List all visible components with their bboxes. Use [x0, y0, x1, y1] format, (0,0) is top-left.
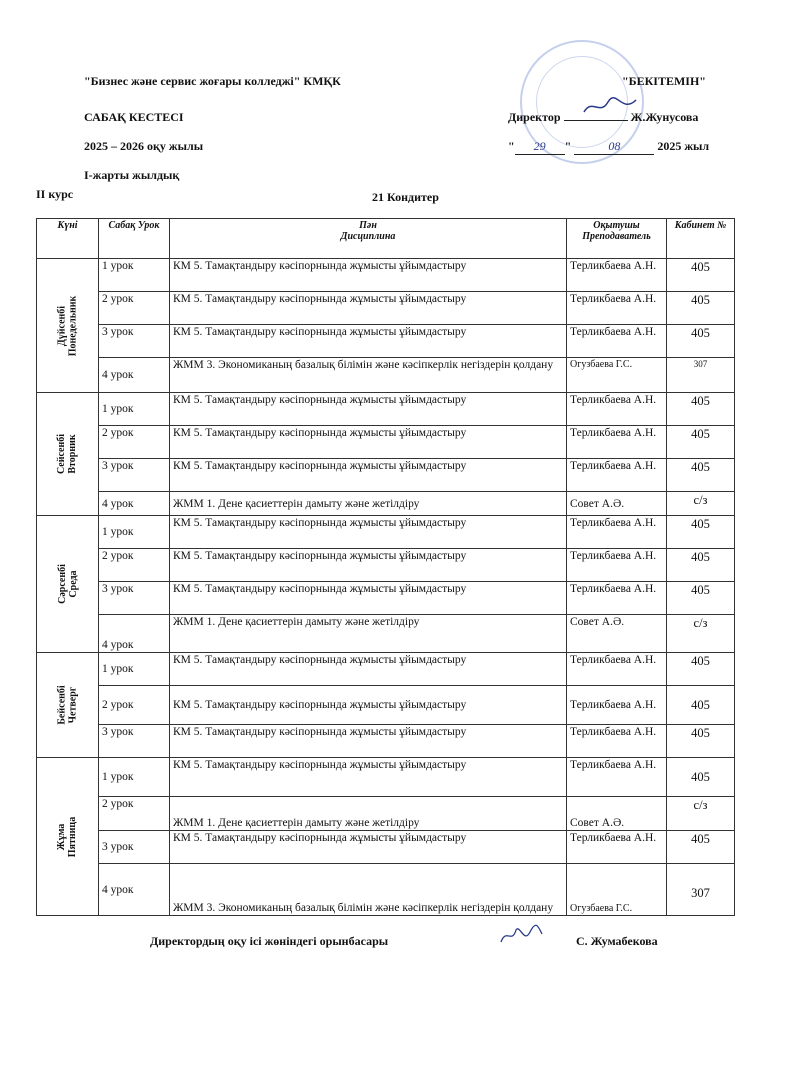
- cabinet: 405: [667, 653, 735, 686]
- cabinet: 405: [667, 459, 735, 492]
- table-row: [37, 615, 735, 653]
- lesson-number: 1 урок: [99, 653, 170, 686]
- subject: ЖММ 1. Дене қасиеттерін дамыту және жетілдіру: [170, 615, 567, 653]
- col-day: Күні: [37, 219, 99, 259]
- subject: КМ 5. Тамақтандыру кәсіпорнында жұмысты ұйымдастыру: [170, 758, 567, 797]
- subject: ЖММ 3. Экономиканың базалық білімін және кәсіпкерлік негіздерін қолдану: [170, 358, 567, 393]
- cabinet: 405: [667, 758, 735, 797]
- schedule-title: САБАҚ КЕСТЕСІ: [84, 110, 184, 124]
- cabinet: 405: [667, 686, 735, 725]
- director-label: Директор: [508, 110, 561, 124]
- table-row: [37, 831, 735, 864]
- table-row: [37, 459, 735, 492]
- teacher: Терликбаева А.Н.: [567, 393, 667, 426]
- day-friday: Жұма Пятница: [37, 758, 99, 916]
- cabinet: 405: [667, 393, 735, 426]
- col-teacher-kz: Оқытушы: [593, 220, 640, 231]
- lesson-number: 2 урок: [99, 797, 170, 831]
- teacher: Терликбаева А.Н.: [567, 831, 667, 864]
- cabinet: 405: [667, 292, 735, 325]
- table-row: [37, 549, 735, 582]
- subject: КМ 5. Тамақтандыру кәсіпорнында жұмысты ұйымдастыру: [170, 325, 567, 358]
- academic-year: 2025 – 2026 оқу жылы: [84, 139, 204, 153]
- date-day: 29: [515, 139, 565, 155]
- cabinet: 307: [667, 864, 735, 916]
- table-row: [37, 653, 735, 686]
- lesson-number: 4 урок: [99, 492, 170, 516]
- lesson-number: 4 урок: [99, 864, 170, 916]
- subject: КМ 5. Тамақтандыру кәсіпорнында жұмысты ұйымдастыру: [170, 686, 567, 725]
- cabinet: 405: [667, 259, 735, 292]
- lesson-number: 3 урок: [99, 831, 170, 864]
- semester: І-жарты жылдық: [84, 168, 180, 182]
- table-row: [37, 358, 735, 393]
- lesson-number: 3 урок: [99, 459, 170, 492]
- cabinet: с/з: [667, 615, 735, 653]
- subject: КМ 5. Тамақтандыру кәсіпорнында жұмысты ұйымдастыру: [170, 725, 567, 758]
- day-wednesday: Сәрсенбі Среда: [37, 516, 99, 653]
- cabinet: с/з: [667, 492, 735, 516]
- col-teacher-ru: Преподаватель: [582, 231, 651, 242]
- table-row: [37, 259, 735, 292]
- cabinet: 405: [667, 549, 735, 582]
- subject: КМ 5. Тамақтандыру кәсіпорнында жұмысты ұйымдастыру: [170, 292, 567, 325]
- teacher: Совет А.Ә.: [567, 492, 667, 516]
- group-name: 21 Кондитер: [372, 190, 439, 204]
- deputy-name: С. Жумабекова: [576, 934, 658, 948]
- subject: ЖММ 1. Дене қасиеттерін дамыту және жетілдіру: [170, 797, 567, 831]
- table-row: [37, 758, 735, 797]
- table-row: [37, 686, 735, 725]
- table-row: [37, 292, 735, 325]
- cabinet: 405: [667, 426, 735, 459]
- lesson-number: 1 урок: [99, 758, 170, 797]
- teacher: Терликбаева А.Н.: [567, 516, 667, 549]
- col-subject-kz: Пән: [359, 220, 377, 231]
- course: II курс: [36, 187, 74, 201]
- col-subject-ru: Дисциплина: [340, 231, 396, 242]
- teacher: Терликбаева А.Н.: [567, 653, 667, 686]
- cabinet: 405: [667, 582, 735, 615]
- teacher: Совет А.Ә.: [567, 797, 667, 831]
- col-lesson: Сабақ Урок: [99, 219, 170, 259]
- subject: КМ 5. Тамақтандыру кәсіпорнында жұмысты ұйымдастыру: [170, 549, 567, 582]
- table-row: [37, 492, 735, 516]
- table-row: [37, 426, 735, 459]
- cabinet: 405: [667, 325, 735, 358]
- director-name: Ж.Жунусова: [630, 110, 699, 124]
- schedule-table: [36, 218, 735, 916]
- cabinet: 405: [667, 831, 735, 864]
- col-cabinet: Кабинет №: [667, 219, 735, 259]
- subject: КМ 5. Тамақтандыру кәсіпорнында жұмысты ұйымдастыру: [170, 393, 567, 426]
- subject: КМ 5. Тамақтандыру кәсіпорнында жұмысты ұйымдастыру: [170, 653, 567, 686]
- day-monday: Дүйсенбі Понедельник: [37, 259, 99, 393]
- cabinet: 405: [667, 725, 735, 758]
- subject: КМ 5. Тамақтандыру кәсіпорнында жұмысты ұйымдастыру: [170, 426, 567, 459]
- teacher: Огузбаева Г.С.: [567, 358, 667, 393]
- subject: КМ 5. Тамақтандыру кәсіпорнында жұмысты ұйымдастыру: [170, 582, 567, 615]
- teacher: Терликбаева А.Н.: [567, 758, 667, 797]
- table-row: [37, 516, 735, 549]
- table-row: [37, 864, 735, 916]
- approve-label: "БЕКІТЕМІН": [622, 74, 706, 88]
- lesson-number: 4 урок: [99, 615, 170, 653]
- lesson-number: 4 урок: [99, 358, 170, 393]
- teacher: Терликбаева А.Н.: [567, 292, 667, 325]
- lesson-number: 2 урок: [99, 686, 170, 725]
- teacher: Терликбаева А.Н.: [567, 459, 667, 492]
- cabinet: 405: [667, 516, 735, 549]
- deputy-label: Директордың оқу ісі жөніндегі орынбасары: [150, 934, 389, 948]
- subject: КМ 5. Тамақтандыру кәсіпорнында жұмысты ұйымдастыру: [170, 259, 567, 292]
- lesson-number: 3 урок: [99, 582, 170, 615]
- lesson-number: 3 урок: [99, 325, 170, 358]
- teacher: Терликбаева А.Н.: [567, 426, 667, 459]
- teacher: Терликбаева А.Н.: [567, 325, 667, 358]
- table-row: [37, 393, 735, 426]
- day-thursday: Бейсенбі Четверг: [37, 653, 99, 758]
- date-month: 08: [574, 139, 654, 155]
- lesson-number: 1 урок: [99, 393, 170, 426]
- cabinet: с/з: [667, 797, 735, 831]
- day-tuesday: Сейсенбі Вторник: [37, 393, 99, 516]
- subject: ЖММ 1. Дене қасиеттерін дамыту және жетілдіру: [170, 492, 567, 516]
- teacher: Огузбаева Г.С.: [567, 864, 667, 916]
- deputy-signature: [498, 922, 544, 948]
- table-row: [37, 325, 735, 358]
- approval-date: " 29 " 08 2025 жыл: [508, 139, 710, 153]
- teacher: Терликбаева А.Н.: [567, 259, 667, 292]
- teacher: Терликбаева А.Н.: [567, 582, 667, 615]
- table-row: [37, 725, 735, 758]
- lesson-number: 2 урок: [99, 426, 170, 459]
- lesson-number: 2 урок: [99, 549, 170, 582]
- teacher: Терликбаева А.Н.: [567, 725, 667, 758]
- cabinet: 307: [667, 358, 735, 393]
- lesson-number: 3 урок: [99, 725, 170, 758]
- director-signature: [580, 94, 640, 118]
- table-row: [37, 797, 735, 831]
- teacher: Терликбаева А.Н.: [567, 549, 667, 582]
- subject: КМ 5. Тамақтандыру кәсіпорнында жұмысты ұйымдастыру: [170, 831, 567, 864]
- lesson-number: 2 урок: [99, 292, 170, 325]
- lesson-number: 1 урок: [99, 259, 170, 292]
- table-row: [37, 582, 735, 615]
- college-name: "Бизнес және сервис жоғары колледжі" КМҚК: [84, 74, 341, 88]
- teacher: Совет А.Ә.: [567, 615, 667, 653]
- col-teacher: [567, 219, 667, 259]
- subject: ЖММ 3. Экономиканың базалық білімін және кәсіпкерлік негіздерін қолдану: [170, 864, 567, 916]
- subject: КМ 5. Тамақтандыру кәсіпорнында жұмысты ұйымдастыру: [170, 516, 567, 549]
- col-subject: [170, 219, 567, 259]
- subject: КМ 5. Тамақтандыру кәсіпорнында жұмысты ұйымдастыру: [170, 459, 567, 492]
- lesson-number: 1 урок: [99, 516, 170, 549]
- date-year: 2025 жыл: [657, 139, 710, 153]
- teacher: Терликбаева А.Н.: [567, 686, 667, 725]
